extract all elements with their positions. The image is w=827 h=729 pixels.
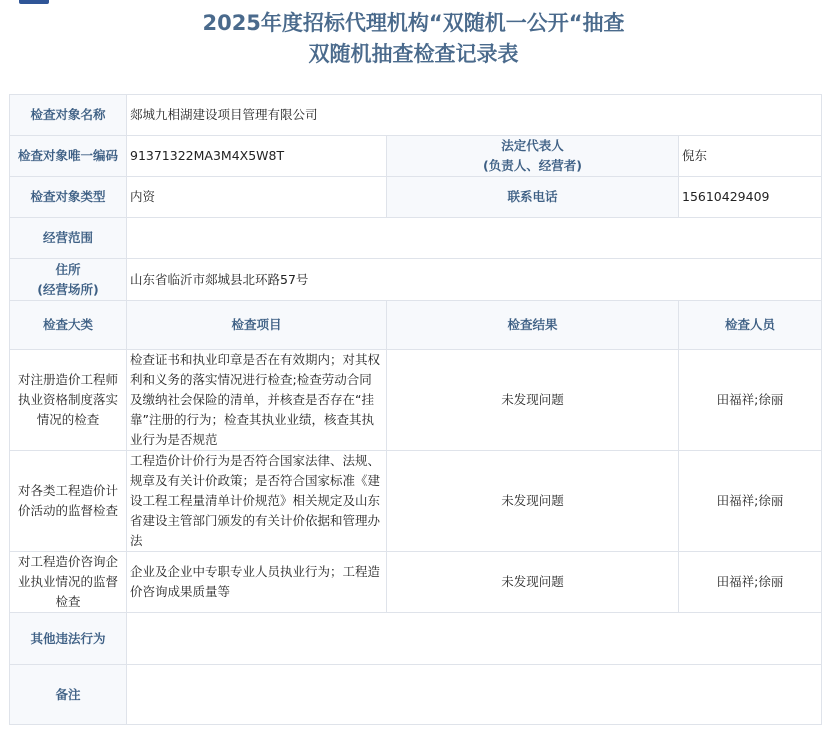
row-inspector: 田福祥;徐丽	[679, 451, 822, 552]
header-row	[10, 301, 822, 350]
row-item: 检查证书和执业印章是否在有效期内；对其权利和义务的落实情况进行检查;检查劳动合同及缴纳社会保险的清单，并核查是否存在“挂靠”注册的行为；检查其执业业绩，核查其执业行为是否规范	[127, 350, 387, 451]
row-category: 对各类工程造价计价活动的监督检查	[10, 451, 127, 552]
title-line-1: 2025年度招标代理机构“双随机一公开“抽查	[202, 11, 625, 35]
row-name	[10, 95, 822, 136]
other-violations-label: 其他违法行为	[10, 613, 127, 665]
legal-rep-label-line-1: 法定代表人	[501, 138, 564, 153]
remark-label: 备注	[10, 665, 127, 725]
row-scope	[10, 218, 822, 259]
legal-rep-label	[387, 136, 679, 177]
header-item: 检查项目	[127, 301, 387, 350]
row-result: 未发现问题	[387, 552, 679, 613]
code-value: 91371322MA3M4X5W8T	[127, 136, 387, 177]
row-category: 对工程造价咨询企业执业情况的监督检查	[10, 552, 127, 613]
row-type	[10, 177, 822, 218]
row-inspector: 田福祥;徐丽	[679, 552, 822, 613]
code-label: 检查对象唯一编码	[10, 136, 127, 177]
title-line-2: 双随机抽查检查记录表	[308, 42, 519, 66]
remark-value	[127, 665, 822, 725]
address-value: 山东省临沂市郯城县北环路57号	[127, 259, 822, 301]
row-remark	[10, 665, 822, 725]
row-inspector: 田福祥;徐丽	[679, 350, 822, 451]
address-label	[10, 259, 127, 301]
phone-value: 15610429409	[679, 177, 822, 218]
row-result: 未发现问题	[387, 451, 679, 552]
scope-value	[127, 218, 822, 259]
address-label-line-1: 住所	[55, 261, 81, 277]
corner-tab	[19, 0, 49, 4]
row-other-violations	[10, 613, 822, 665]
name-value: 郯城九相湖建设项目管理有限公司	[127, 95, 822, 136]
scope-label: 经营范围	[10, 218, 127, 259]
row-item: 工程造价计价行为是否符合国家法律、法规、规章及有关计价政策；是否符合国家标准《建设工程工程量清单计价规范》相关规定及山东省建设主管部门颁发的有关计价依据和管理办法	[127, 451, 387, 552]
row-code	[10, 136, 822, 177]
row-address	[10, 259, 822, 301]
row-category: 对注册造价工程师执业资格制度落实情况的检查	[10, 350, 127, 451]
header-inspector: 检查人员	[679, 301, 822, 350]
inspection-record-table	[9, 94, 822, 725]
row-result: 未发现问题	[387, 350, 679, 451]
table-row	[10, 552, 822, 613]
table-row	[10, 350, 822, 451]
address-label-line-2: (经营场所)	[37, 281, 99, 297]
name-label: 检查对象名称	[10, 95, 127, 136]
header-result: 检查结果	[387, 301, 679, 350]
other-violations-value	[127, 613, 822, 665]
table-row	[10, 451, 822, 552]
header-category: 检查大类	[10, 301, 127, 350]
type-value: 内资	[127, 177, 387, 218]
page-title	[0, 8, 827, 70]
phone-label: 联系电话	[387, 177, 679, 218]
row-item: 企业及企业中专职专业人员执业行为；工程造价咨询成果质量等	[127, 552, 387, 613]
legal-rep-label-line-2: (负责人、经营者)	[483, 158, 582, 173]
type-label: 检查对象类型	[10, 177, 127, 218]
legal-rep-value: 倪东	[679, 136, 822, 177]
